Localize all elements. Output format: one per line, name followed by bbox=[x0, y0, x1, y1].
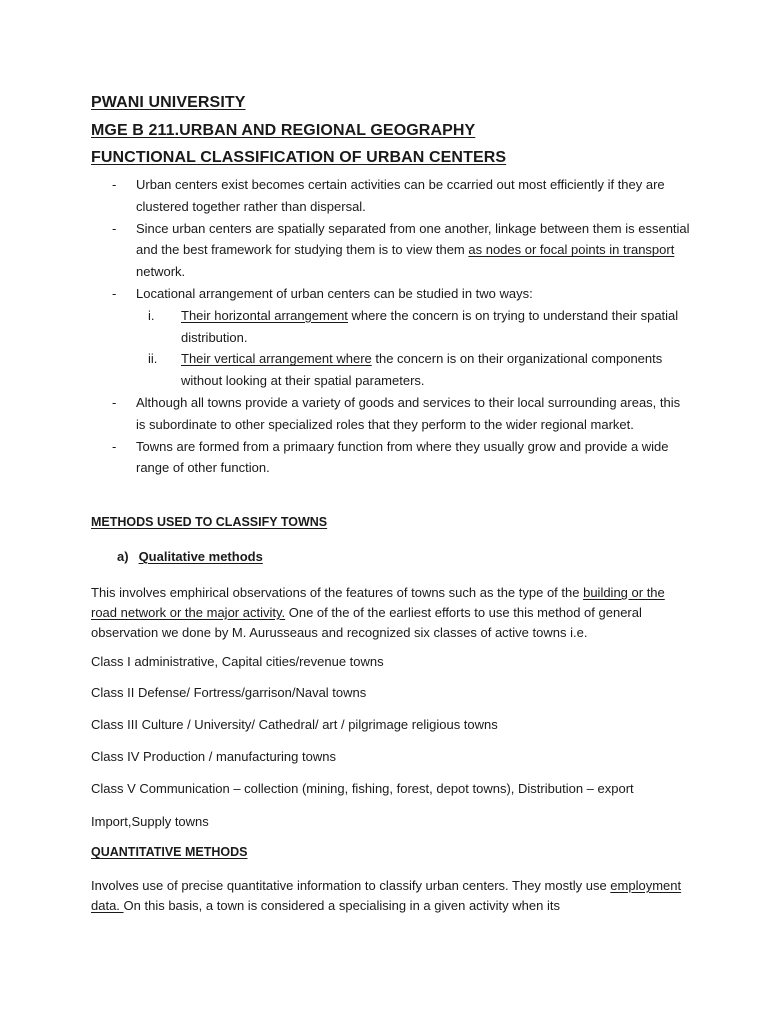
bullet-text: network. bbox=[136, 264, 186, 280]
bullet-text: Locational arrangement of urban centers can be studied in two ways: bbox=[136, 285, 533, 301]
class-line: Import,Supply towns bbox=[91, 814, 209, 829]
sub-number: i. bbox=[148, 307, 155, 323]
bullet-dash: - bbox=[112, 285, 117, 301]
bullet-text: Urban centers exist becomes certain activities can be ccarried out most efficiently if they are clustered together rather than dispersal. bbox=[136, 177, 665, 214]
bullet-item bbox=[91, 283, 691, 305]
paragraph-text: On this basis, a town is considered a specialising in a given activity when its bbox=[123, 898, 560, 913]
class-line: Class I administrative, Capital cities/revenue towns bbox=[91, 654, 384, 669]
bullet-dash: - bbox=[112, 177, 117, 192]
bullet-dash: - bbox=[112, 220, 117, 236]
class-line: Class V Communication – collection (mining, fishing, forest, depot towns), Distribution – export bbox=[91, 781, 634, 796]
bullet-dash: - bbox=[112, 438, 117, 454]
underlined-phrase: employment data. bbox=[91, 878, 682, 913]
class-line: Class IV Production / manufacturing towns bbox=[91, 749, 336, 764]
university-heading: PWANI UNIVERSITY bbox=[91, 94, 246, 111]
paragraph-text: One of the of the earliest efforts to use this method of general observation we done by M. Aurusseaus and recognized six classes of active towns i.e. bbox=[91, 605, 642, 640]
bullet-text: Since urban centers are spatially separated from one another, linkage between them is essential and the best framework for studying them is to view them bbox=[136, 220, 690, 258]
qualitative-paragraph bbox=[91, 583, 691, 643]
bullet-item bbox=[91, 392, 691, 436]
underlined-phrase: Their horizontal arrangement bbox=[181, 307, 348, 323]
qualitative-subheading bbox=[117, 549, 263, 564]
bullet-item bbox=[91, 174, 691, 218]
bullet-list bbox=[91, 174, 691, 479]
subheading-letter: a) bbox=[117, 549, 129, 564]
underlined-phrase: as nodes or focal points in transport bbox=[468, 242, 675, 258]
class-line: Class III Culture / University/ Cathedral/ art / pilgrimage religious towns bbox=[91, 717, 498, 732]
bullet-item bbox=[91, 218, 691, 283]
underlined-phrase: building or the road network or the major activity. bbox=[91, 585, 665, 620]
bullet-text: Although all towns provide a variety of goods and services to their local surrounding areas, this is subordinate to other specialized roles that they perform to the wider regional market. bbox=[136, 394, 681, 432]
quantitative-paragraph bbox=[91, 876, 691, 916]
sub-text: the concern is on their organizational components without looking at their spatial parameters. bbox=[181, 351, 663, 389]
class-line: Class II Defense/ Fortress/garrison/Naval towns bbox=[91, 685, 367, 700]
quantitative-section-title: QUANTITATIVE METHODS bbox=[91, 845, 248, 859]
underlined-phrase: Their vertical arrangement where bbox=[181, 351, 372, 367]
bullet-dash: - bbox=[112, 394, 117, 410]
sub-item bbox=[91, 305, 691, 349]
topic-heading: FUNCTIONAL CLASSIFICATION OF URBAN CENTERS bbox=[91, 149, 507, 166]
subheading-label: Qualitative methods bbox=[138, 549, 263, 564]
methods-section-title: METHODS USED TO CLASSIFY TOWNS bbox=[91, 515, 328, 529]
paragraph-text: This involves emphirical observations of the features of towns such as the type of the bbox=[91, 585, 584, 600]
course-heading: MGE B 211.URBAN AND REGIONAL GEOGRAPHY bbox=[91, 122, 476, 139]
sub-item bbox=[91, 348, 691, 392]
paragraph-text: Involves use of precise quantitative information to classify urban centers. They mostly use bbox=[91, 878, 611, 893]
sub-number: ii. bbox=[148, 351, 158, 367]
sub-text: where the concern is on trying to understand their spatial distribution. bbox=[181, 307, 679, 345]
bullet-text: Towns are formed from a primaary function from where they usually grow and provide a wide range of other function. bbox=[136, 438, 669, 476]
bullet-item bbox=[91, 436, 691, 480]
